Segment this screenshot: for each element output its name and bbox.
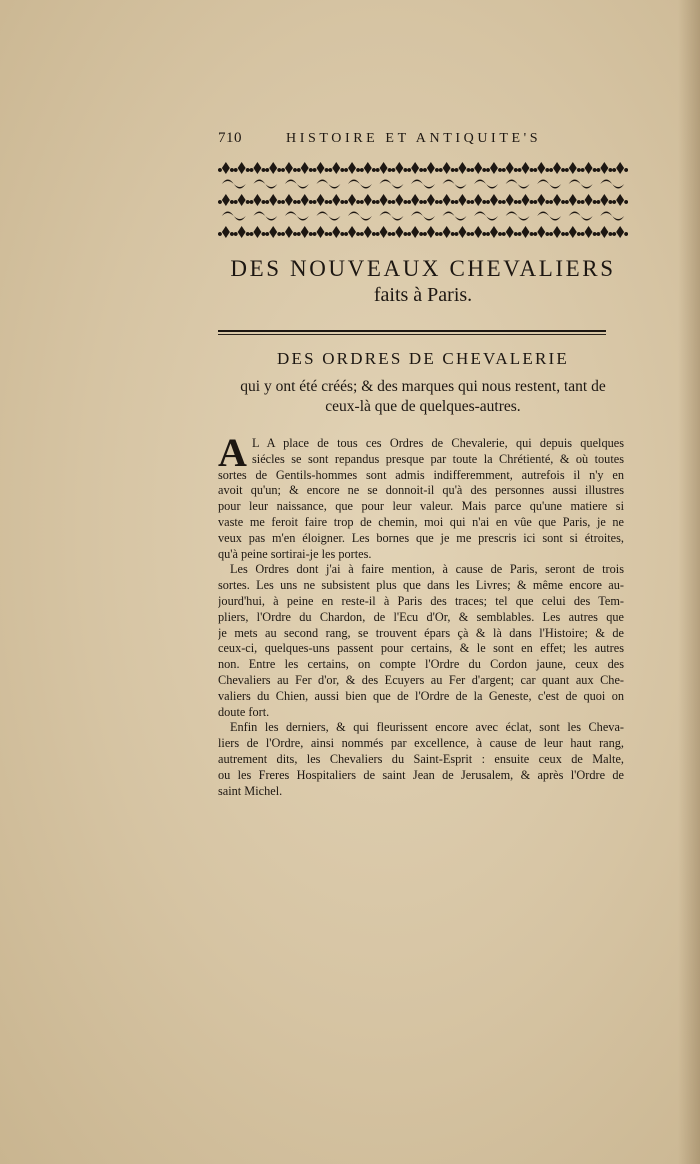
fleuron-mark <box>612 162 628 174</box>
fleuron-mark <box>328 194 344 206</box>
fleuron-mark <box>376 226 392 238</box>
fleuron-mark <box>297 162 313 174</box>
scroll-mark <box>443 212 467 221</box>
fleuron-mark <box>391 162 407 174</box>
fleuron-mark <box>281 226 297 238</box>
body-line: doute fort. <box>218 704 270 719</box>
body-line: liers de l'Ordre, ainsi nommés par excellence, à cause de leur haut rang, <box>218 736 624 751</box>
body-line: je mets au second rang, se trouvent épars çà & là dans l'Histoire; & de <box>218 625 624 640</box>
fleuron-mark <box>581 162 597 174</box>
fleuron-mark <box>518 226 534 238</box>
fleuron-mark <box>518 194 534 206</box>
fleuron-mark <box>454 194 470 206</box>
fleuron-mark <box>565 162 581 174</box>
fleuron-mark <box>344 226 360 238</box>
fleuron-mark <box>565 194 581 206</box>
fleuron-mark <box>391 194 407 206</box>
fleuron-mark <box>596 194 612 206</box>
scroll-mark <box>506 212 530 221</box>
fleuron-mark <box>328 162 344 174</box>
fleuron-mark <box>502 226 518 238</box>
fleuron-mark <box>581 226 597 238</box>
fleuron-mark <box>218 194 234 206</box>
fleuron-mark <box>249 162 265 174</box>
fleuron-mark <box>581 194 597 206</box>
fleuron-mark <box>454 162 470 174</box>
body-line: ou les Freres Hospitaliers de saint Jean de Jerusalem, & après l'Ordre de <box>218 767 624 782</box>
scroll-mark <box>285 180 309 189</box>
fleuron-mark <box>360 226 376 238</box>
drop-cap: A <box>218 430 247 475</box>
fleuron-mark <box>234 194 250 206</box>
body-line: Les Ordres dont j'ai à faire mention, à cause de Paris, seront de trois <box>230 562 624 577</box>
scroll-mark <box>379 180 403 189</box>
fleuron-mark <box>407 194 423 206</box>
fleuron-mark <box>533 194 549 206</box>
section-subtitle-line-2: ceux-là que de quelques-autres. <box>325 398 521 415</box>
fleuron-mark <box>328 226 344 238</box>
fleuron-mark <box>313 162 329 174</box>
fleuron-mark <box>391 226 407 238</box>
body-line: vaste me feroit faire trop de chemin, moi qui n'ai en vûe que Paris, je ne <box>218 514 624 529</box>
scroll-mark <box>600 180 624 189</box>
body-line: autrement dits, les Chevaliers du Saint-Esprit : ensuite ceux de Malte, <box>218 751 624 766</box>
scroll-mark <box>379 212 403 221</box>
fleuron-mark <box>423 162 439 174</box>
main-title: DES NOUVEAUX CHEVALIERS <box>230 256 616 281</box>
page-edge-shadow <box>678 0 700 1164</box>
scroll-mark <box>474 212 498 221</box>
fleuron-mark <box>439 194 455 206</box>
running-head <box>218 130 618 150</box>
body-line: veux pas m'en éloigner. Les bornes que je me prescris ici sont si étroites, <box>218 530 624 545</box>
scroll-mark <box>222 180 246 189</box>
fleuron-mark <box>234 226 250 238</box>
body-line: pour leur naissance, que pour leur valeur. Mais parce qu'une matiere si <box>218 499 624 514</box>
section-subtitle-line-1: qui y ont été créés; & des marques qui nous restent, tant de <box>240 378 606 395</box>
fleuron-mark <box>376 162 392 174</box>
scroll-mark <box>285 212 309 221</box>
fleuron-mark <box>470 162 486 174</box>
body-line: L A place de tous ces Ordres de Chevalerie, qui depuis quelques <box>252 436 624 450</box>
body-text <box>218 430 624 799</box>
body-line: jourd'hui, à peine en reste-il à Paris des traces; tel que celui des Tem- <box>218 593 624 608</box>
fleuron-mark <box>344 162 360 174</box>
scroll-mark <box>411 212 435 221</box>
fleuron-mark <box>596 162 612 174</box>
body-line: sortes de Gentils-hommes sont admis indifferemment, autrefois il n'y en <box>218 467 624 482</box>
scroll-mark <box>443 180 467 189</box>
scroll-mark <box>569 212 593 221</box>
fleuron-mark <box>549 194 565 206</box>
scroll-mark <box>506 180 530 189</box>
title-rule <box>218 330 606 332</box>
main-subtitle: faits à Paris. <box>373 284 473 306</box>
scroll-mark <box>253 212 277 221</box>
fleuron-mark <box>439 226 455 238</box>
body-line: Chevaliers au Fer d'or, & des Ecuyers au Fer d'argent; car quant aux Che- <box>218 672 624 687</box>
fleuron-mark <box>423 226 439 238</box>
section-subtitle <box>218 377 628 417</box>
fleuron-mark <box>218 226 234 238</box>
fleuron-mark <box>533 162 549 174</box>
body-line: siécles se sont repandus presque par toute la Chrétienté, & où toutes <box>252 451 624 466</box>
body-line: pliers, l'Ordre du Chardon, de l'Ecu d'Or, & semblables. Les autres que <box>218 609 624 624</box>
fleuron-mark <box>486 194 502 206</box>
fleuron-mark <box>265 162 281 174</box>
fleuron-mark <box>313 226 329 238</box>
body-line: Enfin les derniers, & qui fleurissent encore avec éclat, sont les Cheva- <box>230 720 624 735</box>
fleuron-mark <box>612 194 628 206</box>
fleuron-mark <box>234 162 250 174</box>
body-line: saint Michel. <box>218 783 283 798</box>
scroll-mark <box>537 212 561 221</box>
running-title: HISTOIRE ET ANTIQUITE'S <box>286 131 542 146</box>
body-line: sortes. Les uns ne subsistent plus que dans les Livres; & même encore au- <box>218 578 624 593</box>
fleuron-mark <box>596 226 612 238</box>
fleuron-mark <box>407 226 423 238</box>
fleuron-mark <box>486 226 502 238</box>
fleuron-mark <box>249 226 265 238</box>
fleuron-mark <box>281 162 297 174</box>
scroll-mark <box>348 180 372 189</box>
scroll-mark <box>537 180 561 189</box>
fleuron-mark <box>376 194 392 206</box>
fleuron-mark <box>470 226 486 238</box>
scroll-mark <box>348 212 372 221</box>
fleuron-mark <box>297 194 313 206</box>
title-rule-thin <box>218 334 606 335</box>
scroll-mark <box>222 212 246 221</box>
fleuron-mark <box>360 162 376 174</box>
fleuron-mark <box>470 194 486 206</box>
fleuron-mark <box>249 194 265 206</box>
fleuron-mark <box>565 226 581 238</box>
scroll-mark <box>474 180 498 189</box>
fleuron-mark <box>344 194 360 206</box>
body-line: valiers du Chien, aussi bien que de l'Ordre de la Geneste, c'est de quoi on <box>218 688 624 703</box>
fleuron-mark <box>313 194 329 206</box>
fleuron-mark <box>407 162 423 174</box>
fleuron-mark <box>612 226 628 238</box>
fleuron-mark <box>439 162 455 174</box>
fleuron-mark <box>549 162 565 174</box>
fleuron-mark <box>502 162 518 174</box>
body-line: qu'à peine sortirai-je les portes. <box>218 546 372 561</box>
fleuron-mark <box>218 162 234 174</box>
scroll-mark <box>316 212 340 221</box>
fleuron-mark <box>265 226 281 238</box>
fleuron-mark <box>486 162 502 174</box>
fleuron-mark <box>423 194 439 206</box>
page-number: 710 <box>218 130 242 146</box>
fleuron-mark <box>518 162 534 174</box>
fleuron-mark <box>502 194 518 206</box>
scroll-mark <box>411 180 435 189</box>
scroll-mark <box>569 180 593 189</box>
fleuron-mark <box>549 226 565 238</box>
section-title: DES ORDRES DE CHEVALERIE <box>277 349 569 368</box>
fleuron-mark <box>533 226 549 238</box>
headpiece-ornament <box>218 162 628 240</box>
fleuron-mark <box>360 194 376 206</box>
fleuron-mark <box>281 194 297 206</box>
body-line: avoit qu'un; & encore ne se donnoit-il qu'à des personnes aussi illustres <box>218 483 624 498</box>
fleuron-mark <box>265 194 281 206</box>
fleuron-mark <box>454 226 470 238</box>
scroll-mark <box>253 180 277 189</box>
body-line: ceux-ci, quelques-uns passent pour certains, & le sont en effet; les autres <box>218 641 624 656</box>
body-line: non. Entre les certains, on compte l'Ordre du Cordon jaune, ceux des <box>218 657 624 672</box>
fleuron-mark <box>297 226 313 238</box>
scroll-mark <box>316 180 340 189</box>
scroll-mark <box>600 212 624 221</box>
